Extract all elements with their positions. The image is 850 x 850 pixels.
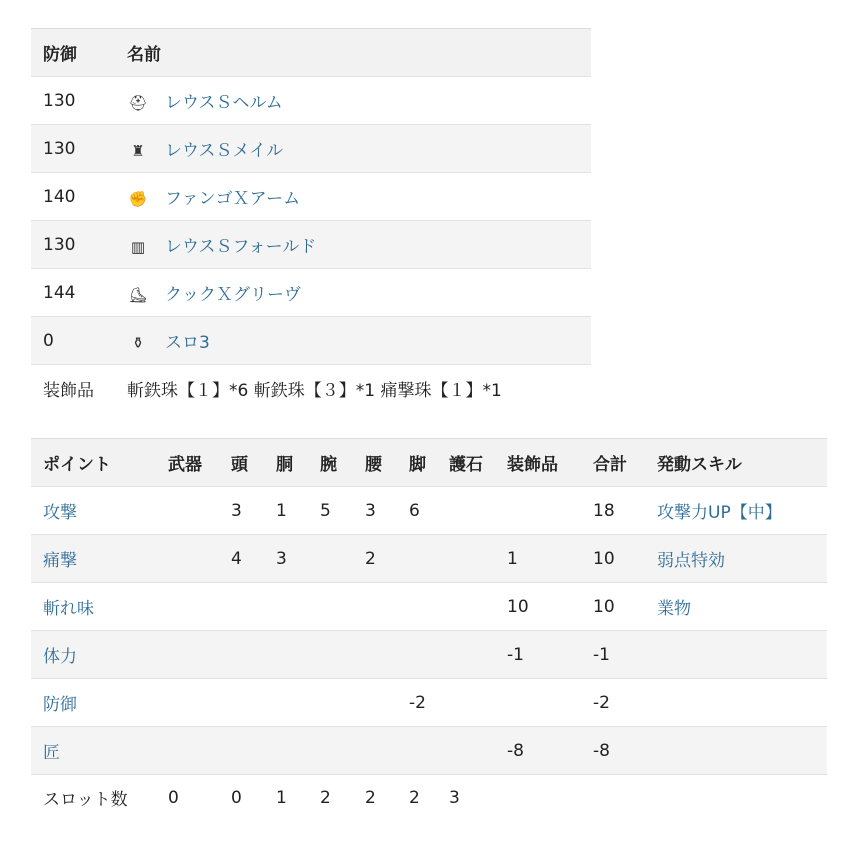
point-cell: -2: [593, 692, 610, 713]
table-row: [31, 583, 827, 631]
decorations-row: [31, 365, 591, 413]
name-header: 名前: [127, 45, 161, 65]
armor-row: [31, 317, 591, 365]
header-talisman: 護石: [449, 455, 483, 475]
table-row: [31, 631, 827, 679]
slot-count-cell: 2: [365, 787, 376, 808]
table-row: [31, 679, 827, 727]
header-weapon: 武器: [168, 455, 202, 475]
armor-link-arms[interactable]: ファンゴＸアーム: [165, 189, 301, 209]
activated-skill-link[interactable]: 業物: [657, 599, 691, 619]
activated-skill-link[interactable]: 攻撃力UP【中】: [657, 503, 782, 523]
skill-point-link[interactable]: 体力: [43, 647, 77, 667]
skill-point-link[interactable]: 防御: [43, 695, 77, 715]
activated-skill-link[interactable]: 弱点特効: [657, 551, 725, 571]
point-cell: [276, 631, 320, 679]
slot-count-cell: 0: [168, 787, 179, 808]
skill-points-table: [31, 438, 827, 821]
armor-row: [31, 125, 591, 173]
armor-row: [31, 269, 591, 317]
waist-armor-icon: ▥: [130, 238, 146, 256]
skill-point-link[interactable]: 匠: [43, 743, 60, 763]
point-cell: [320, 727, 365, 775]
skills-header-row: [31, 439, 827, 487]
armor-row: [31, 221, 591, 269]
decorations-label: 装飾品: [43, 381, 94, 402]
armor-defense: 130: [43, 234, 76, 255]
point-cell: [276, 583, 320, 631]
point-cell: [320, 583, 365, 631]
skill-point-link[interactable]: 斬れ味: [43, 599, 94, 619]
slot-count-cell: [507, 775, 593, 821]
point-cell: [365, 583, 409, 631]
armor-link-talisman[interactable]: スロ3: [165, 333, 210, 353]
header-waist: 腰: [365, 455, 382, 475]
header-point: ポイント: [43, 455, 111, 475]
point-cell: [168, 631, 231, 679]
armor-table: [31, 28, 591, 413]
point-cell: [231, 727, 276, 775]
slot-count-cell: 2: [409, 787, 420, 808]
point-cell: [409, 631, 449, 679]
point-cell: [449, 535, 507, 583]
point-cell: [365, 631, 409, 679]
point-cell: -8: [593, 740, 610, 761]
point-cell: [168, 487, 231, 535]
point-cell: -1: [593, 644, 610, 665]
point-cell: 10: [507, 596, 529, 617]
point-cell: 18: [593, 500, 615, 521]
slot-count-cell: 2: [320, 787, 331, 808]
point-cell: [409, 727, 449, 775]
slot-count-cell: 1: [276, 787, 287, 808]
greaves-icon: ⛸: [128, 286, 148, 304]
header-legs: 脚: [409, 455, 426, 475]
point-cell: [231, 583, 276, 631]
point-cell: 3: [231, 500, 242, 521]
header-arms: 腕: [320, 455, 337, 475]
point-cell: 2: [365, 548, 376, 569]
point-cell: [409, 583, 449, 631]
header-decorations: 装飾品: [507, 455, 558, 475]
point-cell: -1: [507, 644, 524, 665]
table-row: [31, 487, 827, 535]
armor-header-row: [31, 29, 591, 77]
slot-count-cell: [657, 775, 827, 821]
point-cell: [320, 631, 365, 679]
chest-armor-icon: ♜: [131, 142, 145, 160]
point-cell: 1: [276, 500, 287, 521]
skill-point-link[interactable]: 痛撃: [43, 551, 77, 571]
point-cell: 10: [593, 548, 615, 569]
armor-defense: 140: [43, 186, 76, 207]
point-cell: [409, 535, 449, 583]
point-cell: [231, 679, 276, 727]
point-cell: [365, 727, 409, 775]
gauntlet-icon: ✊: [128, 190, 148, 208]
armor-defense: 0: [43, 330, 54, 351]
table-row: [31, 535, 827, 583]
point-cell: [168, 679, 231, 727]
skill-point-link[interactable]: 攻撃: [43, 503, 77, 523]
helmet-icon: ⛑: [128, 94, 148, 112]
point-cell: 1: [507, 548, 518, 569]
point-cell: -8: [507, 740, 524, 761]
header-chest: 胴: [276, 455, 293, 475]
point-cell: [507, 679, 593, 727]
slot-count-cell: 0: [231, 787, 242, 808]
defense-header: 防御: [43, 45, 77, 65]
header-total: 合計: [593, 455, 627, 475]
slot-count-cell: [593, 775, 657, 821]
point-cell: 10: [593, 596, 615, 617]
point-cell: 5: [320, 500, 331, 521]
header-head: 頭: [231, 455, 248, 475]
point-cell: 4: [231, 548, 242, 569]
slot-count-cell: 3: [449, 787, 460, 808]
point-cell: [449, 631, 507, 679]
armor-link-chest[interactable]: レウスＳメイル: [165, 141, 284, 161]
point-cell: [507, 487, 593, 535]
point-cell: [449, 583, 507, 631]
armor-defense: 144: [43, 282, 76, 303]
table-row: [31, 727, 827, 775]
point-cell: [449, 679, 507, 727]
point-cell: [449, 727, 507, 775]
point-cell: [276, 679, 320, 727]
point-cell: 3: [365, 500, 376, 521]
slot-count-row: [31, 775, 827, 821]
point-cell: [276, 727, 320, 775]
point-cell: [365, 679, 409, 727]
point-cell: [320, 535, 365, 583]
armor-link-head[interactable]: レウスＳヘルム: [165, 93, 283, 113]
armor-row: [31, 173, 591, 221]
armor-defense: 130: [43, 90, 76, 111]
point-cell: 3: [276, 548, 287, 569]
point-cell: [231, 631, 276, 679]
armor-row: [31, 77, 591, 125]
header-activated-skill: 発動スキル: [657, 455, 742, 475]
point-cell: [168, 727, 231, 775]
armor-defense: 130: [43, 138, 76, 159]
point-cell: [320, 679, 365, 727]
point-cell: [168, 535, 231, 583]
point-cell: -2: [409, 692, 426, 713]
point-cell: 6: [409, 500, 420, 521]
point-cell: [449, 487, 507, 535]
point-cell: [168, 583, 231, 631]
talisman-icon: ⚱: [131, 334, 145, 352]
slot-count-label: スロット数: [43, 790, 128, 811]
armor-link-waist[interactable]: レウスＳフォールド: [165, 237, 317, 257]
armor-link-legs[interactable]: クックＸグリーヴ: [165, 285, 301, 305]
decorations-value: 斬鉄珠【１】*6 斬鉄珠【３】*1 痛撃珠【１】*1: [127, 381, 502, 402]
